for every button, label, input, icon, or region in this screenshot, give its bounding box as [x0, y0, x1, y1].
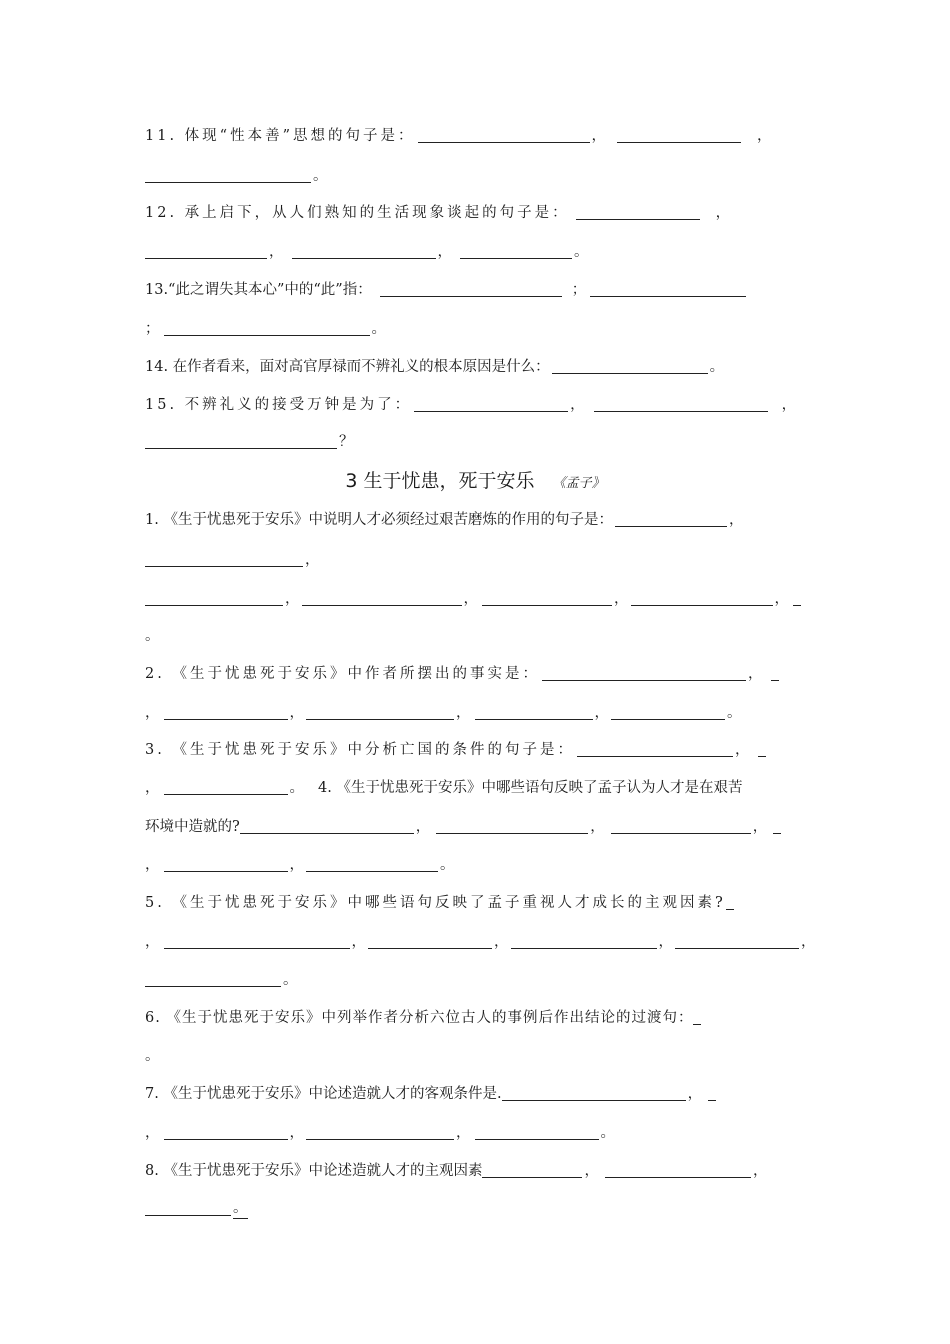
q15-prompt: 15. 不辨礼义的接受万钟是为了： — [145, 397, 413, 413]
q15-line-2 — [145, 432, 810, 452]
s1-blank-2[interactable] — [145, 565, 303, 567]
s4-line-3 — [145, 855, 810, 875]
section-title-text: 3 生于忧患，死于安乐 — [345, 470, 535, 492]
q13-separator: ； — [145, 321, 160, 337]
s7-separator: ， — [687, 1086, 703, 1102]
q11-separator: ， — [757, 128, 775, 144]
s2-blank-6[interactable] — [611, 718, 725, 720]
q13-blank-3[interactable] — [164, 334, 370, 336]
s5-separator: ， — [145, 934, 160, 950]
s7-line-1 — [145, 1084, 810, 1104]
s7-blank-4[interactable] — [306, 1138, 454, 1140]
s4-separator: ， — [415, 819, 431, 835]
s2-separator: ， — [456, 705, 471, 721]
q13-end: 。 — [371, 321, 386, 337]
s2-blank-2[interactable] — [771, 679, 779, 681]
q12-blank-2[interactable] — [145, 257, 267, 259]
s4-line-2 — [145, 817, 810, 837]
s1-blank-4[interactable] — [302, 604, 462, 606]
s1-line-3 — [145, 589, 810, 609]
s1-blank-6[interactable] — [631, 604, 773, 606]
s6-end: 。 — [145, 1048, 160, 1064]
q13-line-1 — [145, 280, 810, 300]
s3-line-1 — [145, 740, 810, 760]
s8-line-1 — [145, 1161, 810, 1181]
s1-blank-1[interactable] — [615, 525, 727, 527]
s2-blank-5[interactable] — [475, 718, 593, 720]
s4-prompt-cont: 环境中造就的? — [145, 819, 240, 835]
s4-end: 。 — [440, 857, 455, 873]
q15-separator: ， — [570, 397, 588, 413]
s3-blank-3[interactable] — [164, 793, 288, 795]
s1-line-4 — [145, 626, 810, 646]
s3-line-2 — [145, 778, 810, 798]
q15-end: ？ — [339, 434, 354, 450]
s5-separator: ， — [658, 934, 673, 950]
s7-end: 。 — [600, 1125, 615, 1141]
s5-separator: ， — [801, 934, 816, 950]
s1-separator: ， — [728, 512, 744, 528]
s4-blank-2[interactable] — [436, 832, 588, 834]
s3-prompt: 3. 《生于忧患死于安乐》中分析亡国的条件的句子是： — [145, 742, 575, 758]
s2-separator: ， — [747, 666, 766, 682]
s5-end: 。 — [283, 972, 298, 988]
s1-separator: ， — [305, 552, 320, 568]
q15-blank-1[interactable] — [414, 410, 568, 412]
s7-line-2 — [145, 1123, 810, 1143]
q15-blank-3[interactable] — [145, 447, 337, 449]
q12-blank-4[interactable] — [460, 257, 572, 259]
s5-line-2 — [145, 932, 816, 952]
q13-separator: ； — [571, 282, 587, 298]
s1-separator: ， — [463, 591, 478, 607]
s2-blank-3[interactable] — [164, 718, 288, 720]
s5-blank-6[interactable] — [145, 985, 281, 987]
s6-line-1 — [145, 1008, 810, 1028]
s2-line-2 — [145, 703, 810, 723]
s8-blank-3[interactable] — [145, 1214, 231, 1216]
s5-prompt: 5. 《生于忧患死于安乐》中哪些语句反映了孟子重视人才成长的主观因素? — [145, 895, 726, 911]
s7-blank-1[interactable] — [502, 1099, 686, 1101]
s1-blank-3[interactable] — [145, 604, 283, 606]
q12-separator: ， — [715, 205, 734, 221]
q15-separator: ， — [781, 397, 800, 413]
s5-blank-2[interactable] — [164, 947, 350, 949]
s2-line-1 — [145, 664, 810, 684]
s5-blank-5[interactable] — [675, 947, 799, 949]
s7-separator: ， — [289, 1125, 304, 1141]
q11-blank-1[interactable] — [418, 141, 590, 143]
s2-end: 。 — [727, 705, 742, 721]
s7-separator: ， — [145, 1125, 160, 1141]
q13-blank-2[interactable] — [590, 295, 746, 297]
s2-prompt: 2. 《生于忧患死于安乐》中作者所摆出的事实是： — [145, 666, 540, 682]
q11-prompt: 11. 体现“性本善”思想的句子是： — [145, 128, 416, 144]
s5-line-1 — [145, 893, 810, 913]
s8-separator: ， — [584, 1163, 599, 1179]
s8-line-2 — [145, 1199, 810, 1219]
q12-end: 。 — [574, 244, 589, 260]
q12-line-2 — [145, 242, 810, 262]
q12-separator: ， — [269, 244, 284, 260]
s7-blank-3[interactable] — [164, 1138, 288, 1140]
s5-separator: ， — [494, 934, 509, 950]
section-author: 《孟子》 — [552, 476, 605, 491]
s4-blank-6[interactable] — [306, 870, 438, 872]
s1-line-2 — [145, 550, 810, 570]
s4-blank-4[interactable] — [773, 832, 781, 834]
s2-blank-4[interactable] — [306, 718, 454, 720]
s4-separator: ， — [590, 819, 605, 835]
q11-end: 。 — [313, 168, 328, 184]
s8-separator: ， — [752, 1163, 768, 1179]
q14-end: 。 — [709, 359, 725, 375]
s5-blank-1[interactable] — [726, 908, 734, 910]
q14-line-1 — [145, 357, 810, 377]
q11-blank-2[interactable] — [617, 141, 741, 143]
s8-prompt: 8. 《生于忧患死于安乐》中论述造就人才的主观因素 — [145, 1163, 483, 1179]
s2-separator: ， — [289, 705, 304, 721]
q12-prompt: 12. 承上启下，从人们熟知的生活现象谈起的句子是： — [145, 205, 570, 221]
s5-blank-4[interactable] — [511, 947, 657, 949]
q12-blank-3[interactable] — [292, 257, 436, 259]
q12-blank-1[interactable] — [576, 218, 700, 220]
s5-line-3 — [145, 970, 810, 990]
q13-blank-1[interactable] — [380, 295, 562, 297]
s8-end: 。 — [233, 1198, 248, 1219]
q12-line-1 — [145, 203, 810, 223]
s5-separator: ， — [351, 934, 366, 950]
q12-separator: ， — [437, 244, 452, 260]
q11-blank-3[interactable] — [145, 181, 311, 183]
s4-separator: ， — [289, 857, 304, 873]
s3-separator: ， — [145, 780, 160, 796]
s6-prompt: 6. 《生于忧患死于安乐》中列举作者分析六位古人的事例后作出结论的过渡句： — [145, 1010, 694, 1026]
s7-prompt: 7. 《生于忧患死于安乐》中论述造就人才的客观条件是. — [145, 1086, 502, 1102]
s8-blank-1[interactable] — [482, 1176, 582, 1178]
q15-line-1 — [145, 395, 810, 415]
q11-line-1 — [145, 126, 810, 146]
s3-blank-2[interactable] — [758, 755, 766, 757]
s1-prompt: 1. 《生于忧患死于安乐》中说明人才必须经过艰苦磨炼的作用的句子是： — [145, 512, 613, 528]
q15-blank-2[interactable] — [594, 410, 768, 412]
s4-separator: ， — [145, 857, 160, 873]
s4-prompt: 4. 《生于忧患死于安乐》中哪些语句反映了孟子认为人才是在艰苦 — [318, 780, 743, 796]
s3-blank-1[interactable] — [577, 755, 733, 757]
s3-separator: ， — [734, 742, 753, 758]
s4-blank-5[interactable] — [164, 870, 288, 872]
s6-line-2 — [145, 1046, 810, 1066]
q11-separator: ， — [591, 128, 609, 144]
s8-blank-2[interactable] — [605, 1176, 751, 1178]
s4-separator: ， — [752, 819, 768, 835]
q11-line-2 — [145, 166, 810, 186]
s4-blank-3[interactable] — [611, 832, 751, 834]
s1-end: 。 — [145, 628, 160, 644]
s6-blank-1[interactable] — [693, 1023, 701, 1025]
s1-line-1 — [145, 510, 810, 530]
s7-blank-5[interactable] — [475, 1138, 599, 1140]
s7-blank-2[interactable] — [708, 1099, 716, 1101]
s2-separator: ， — [145, 705, 160, 721]
s5-blank-3[interactable] — [368, 947, 492, 949]
s1-separator: ， — [774, 591, 789, 607]
s2-blank-1[interactable] — [542, 679, 746, 681]
s1-blank-7[interactable] — [793, 604, 801, 606]
s1-separator: ， — [285, 591, 300, 607]
s4-blank-1[interactable] — [240, 832, 414, 834]
s1-blank-5[interactable] — [482, 604, 612, 606]
s2-separator: ， — [594, 705, 609, 721]
s7-separator: ， — [456, 1125, 471, 1141]
q13-line-2 — [145, 319, 810, 339]
q14-prompt: 14. 在作者看来，面对高官厚禄而不辨礼义的根本原因是什么： — [145, 359, 550, 375]
q14-blank-1[interactable] — [552, 372, 708, 374]
s3-end: 。 — [289, 780, 304, 796]
section-title — [0, 468, 950, 497]
s1-separator: ， — [614, 591, 629, 607]
q13-prompt: 13.“此之谓失其本心”中的“此”指： — [145, 282, 372, 298]
